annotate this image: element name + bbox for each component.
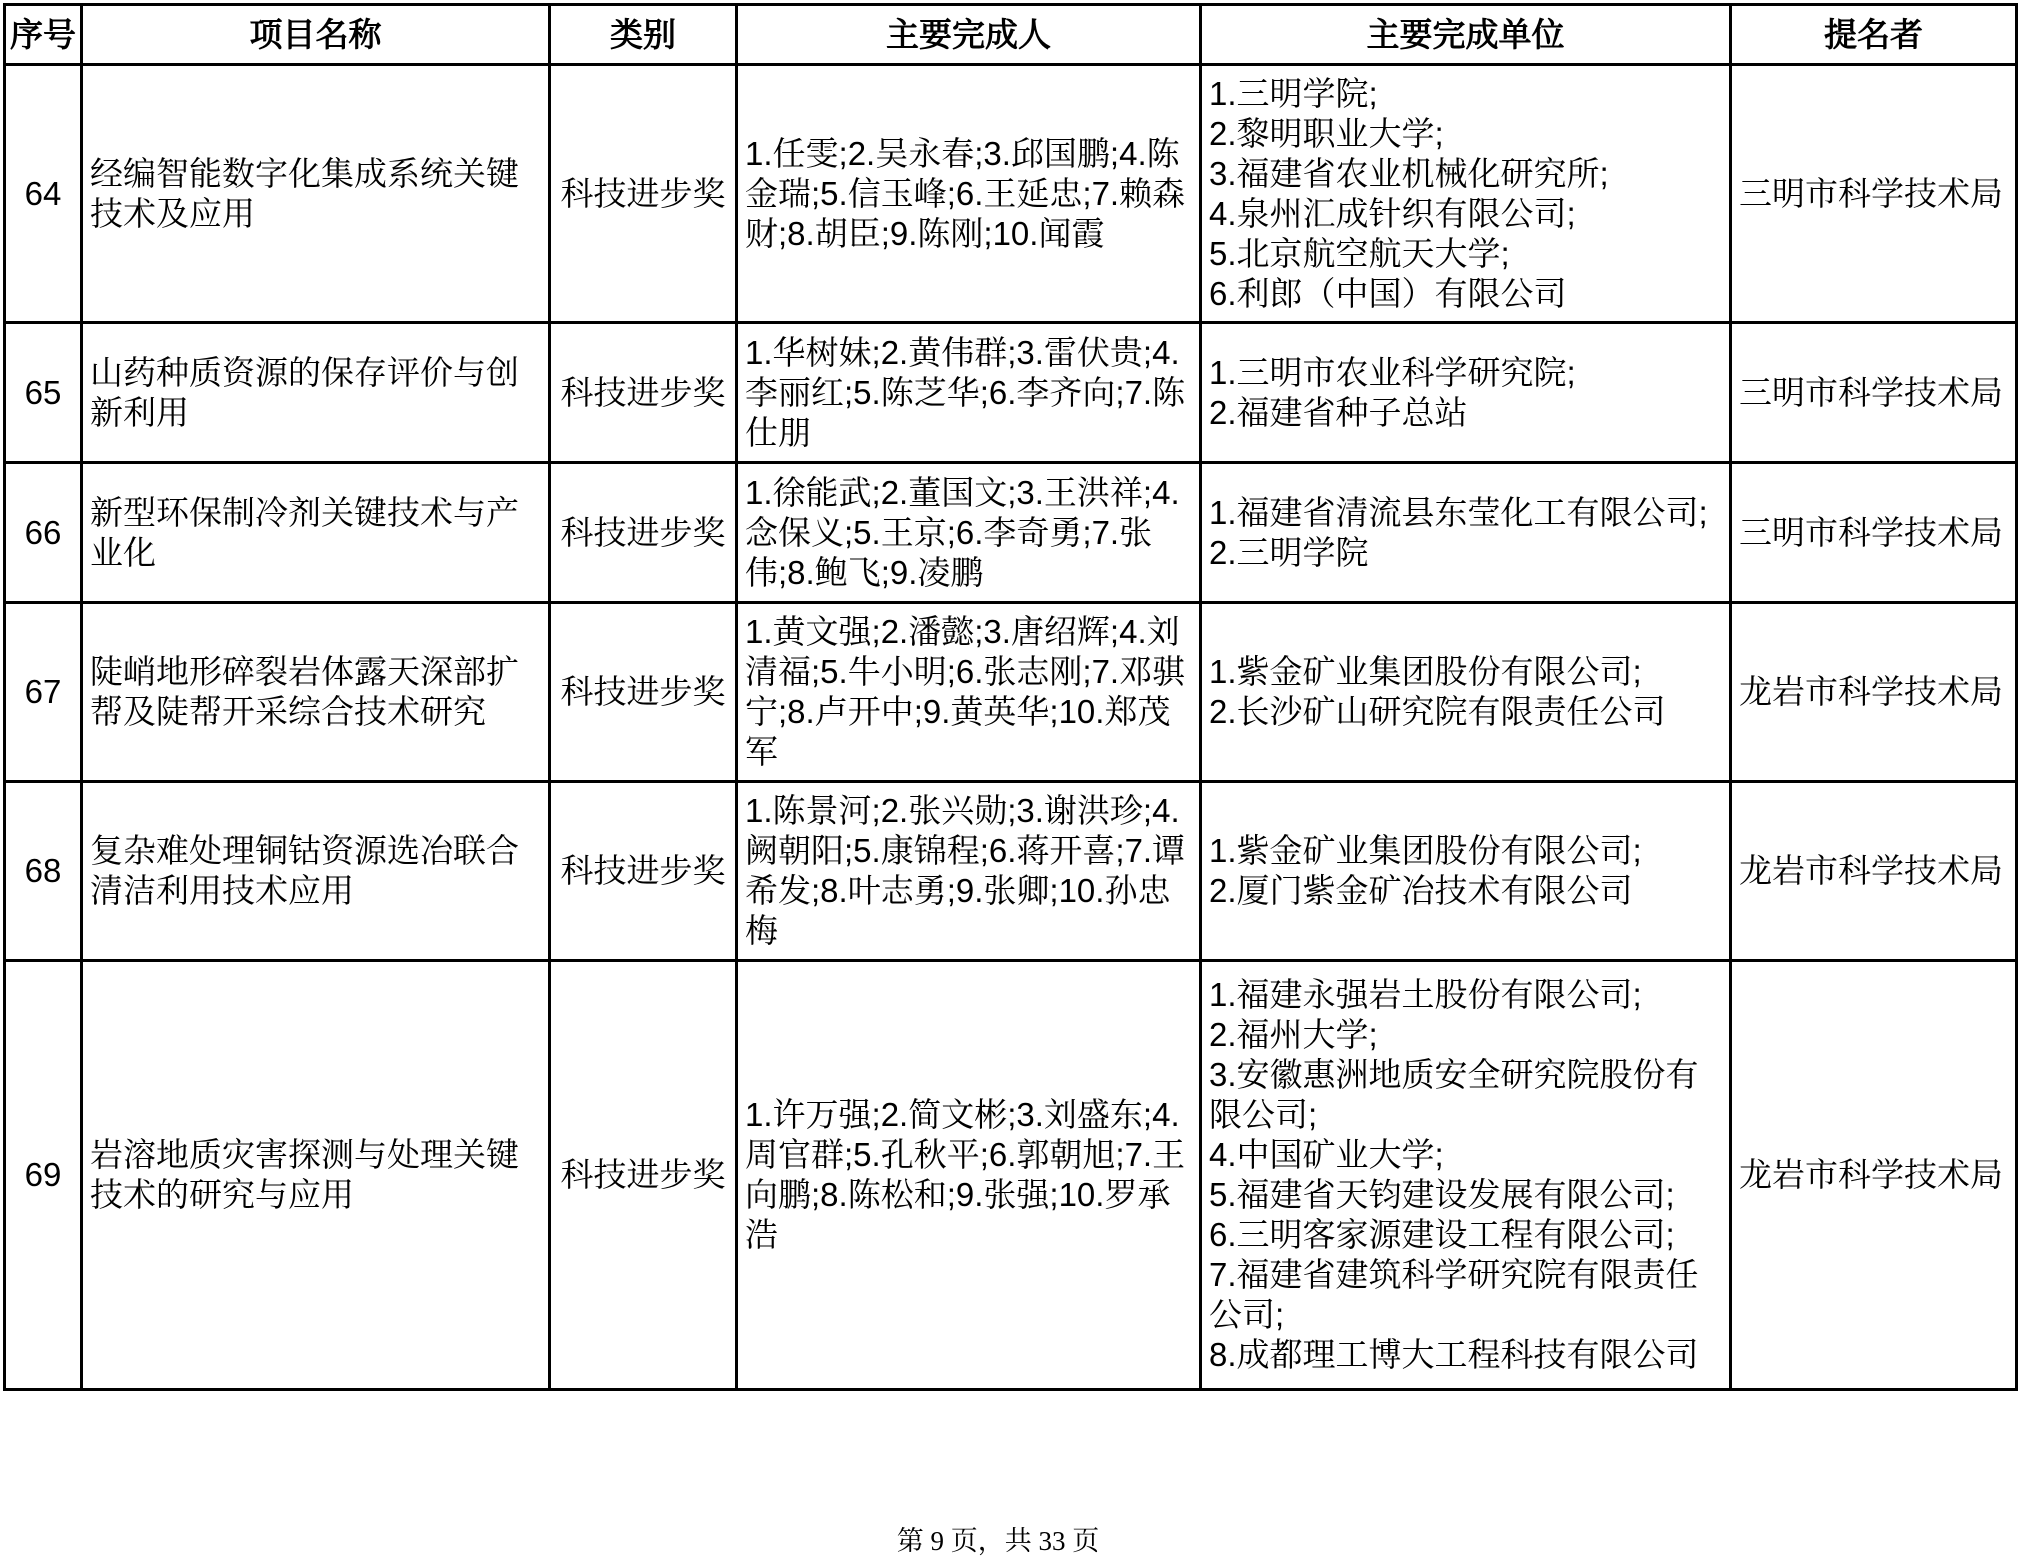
project-name-cell: 复杂难处理铜钴资源选冶联合清洁利用技术应用: [82, 782, 550, 961]
main-units-cell: [1201, 961, 1731, 1390]
unit-item: 7.福建省建筑科学研究院有限责任公司;: [1209, 1256, 1699, 1333]
main-completers-cell: 1.华树妹;2.黄伟群;3.雷伏贵;4.李丽红;5.陈芝华;6.李齐向;7.陈仕朋: [737, 323, 1201, 463]
category-cell: 科技进步奖: [550, 603, 737, 782]
nominator-cell: 三明市科学技术局: [1731, 65, 2017, 323]
nominator-cell: 龙岩市科学技术局: [1731, 603, 2017, 782]
category-cell: 科技进步奖: [550, 323, 737, 463]
unit-item: 4.泉州汇成针织有限公司;: [1209, 194, 1576, 232]
main-units-cell: [1201, 463, 1731, 603]
unit-item: 3.福建省农业机械化研究所;: [1209, 154, 1609, 192]
unit-item: 1.紫金矿业集团股份有限公司;: [1209, 653, 1642, 690]
unit-item: 2.福建省种子总站: [1209, 393, 1468, 431]
nominator-cell: 三明市科学技术局: [1731, 323, 2017, 463]
main-units-cell: [1201, 782, 1731, 961]
project-name-cell: 岩溶地质灾害探测与处理关键技术的研究与应用: [82, 961, 550, 1390]
header-index: 序号: [5, 5, 82, 65]
index-cell: 64: [5, 65, 82, 323]
main-units-cell: [1201, 603, 1731, 782]
unit-item: 2.黎明职业大学;: [1209, 114, 1444, 152]
main-completers-cell: 1.许万强;2.简文彬;3.刘盛东;4.周官群;5.孔秋平;6.郭朝旭;7.王向鹏;8.陈松和;9.张强;10.罗承浩: [737, 961, 1201, 1390]
table-row: [5, 65, 2017, 323]
nominator-cell: 龙岩市科学技术局: [1731, 961, 2017, 1390]
unit-item: 6.三明客家源建设工程有限公司;: [1209, 1216, 1675, 1253]
unit-item: 8.成都理工博大工程科技有限公司: [1209, 1336, 1699, 1373]
unit-item: 3.安徽惠洲地质安全研究院股份有限公司;: [1209, 1056, 1699, 1133]
project-name-cell: 山药种质资源的保存评价与创新利用: [82, 323, 550, 463]
main-completers-cell: 1.黄文强;2.潘懿;3.唐绍辉;4.刘清福;5.牛小明;6.张志刚;7.邓骐宁;8.卢开中;9.黄英华;10.郑茂军: [737, 603, 1201, 782]
main-units-cell: [1201, 65, 1731, 323]
nominator-cell: 三明市科学技术局: [1731, 463, 2017, 603]
project-name-cell: 经编智能数字化集成系统关键技术及应用: [82, 65, 550, 323]
index-cell: 69: [5, 961, 82, 1390]
page-footer: 第 9 页，共 33 页: [896, 1526, 1100, 1556]
table-row: [5, 961, 2017, 1390]
unit-item: 5.福建省天钧建设发展有限公司;: [1209, 1176, 1675, 1213]
unit-item: 1.紫金矿业集团股份有限公司;: [1209, 832, 1642, 869]
nominator-cell: 龙岩市科学技术局: [1731, 782, 2017, 961]
table-row: [5, 603, 2017, 782]
header-main-completers: 主要完成人: [737, 5, 1201, 65]
header-project-name: 项目名称: [82, 5, 550, 65]
unit-item: 1.福建永强岩土股份有限公司;: [1209, 976, 1642, 1013]
category-cell: 科技进步奖: [550, 782, 737, 961]
unit-item: 5.北京航空航天大学;: [1209, 234, 1510, 272]
index-cell: 67: [5, 603, 82, 782]
unit-item: 1.三明学院;: [1209, 74, 1378, 112]
header-row: [5, 5, 2017, 65]
unit-item: 4.中国矿业大学;: [1209, 1136, 1444, 1173]
main-units-cell: [1201, 323, 1731, 463]
table-row: [5, 463, 2017, 603]
main-completers-cell: 1.任雯;2.吴永春;3.邱国鹏;4.陈金瑞;5.信玉峰;6.王延忠;7.赖森财;8.胡臣;9.陈刚;10.闻霞: [737, 65, 1201, 323]
unit-item: 2.长沙矿山研究院有限责任公司: [1209, 693, 1666, 730]
index-cell: 65: [5, 323, 82, 463]
category-cell: 科技进步奖: [550, 961, 737, 1390]
table-row: [5, 782, 2017, 961]
index-cell: 68: [5, 782, 82, 961]
header-main-units: 主要完成单位: [1201, 5, 1731, 65]
main-completers-cell: 1.徐能武;2.董国文;3.王洪祥;4.念保义;5.王京;6.李奇勇;7.张伟;8.鲍飞;9.凌鹏: [737, 463, 1201, 603]
unit-item: 2.厦门紫金矿冶技术有限公司: [1209, 872, 1633, 909]
unit-item: 1.福建省清流县东莹化工有限公司;: [1209, 493, 1708, 531]
header-category: 类别: [550, 5, 737, 65]
project-name-cell: 陡峭地形碎裂岩体露天深部扩帮及陡帮开采综合技术研究: [82, 603, 550, 782]
awards-table: [3, 3, 2018, 1391]
project-name-cell: 新型环保制冷剂关键技术与产业化: [82, 463, 550, 603]
main-completers-cell: 1.陈景河;2.张兴勋;3.谢洪珍;4.阙朝阳;5.康锦程;6.蒋开喜;7.谭希发;8.叶志勇;9.张卿;10.孙忠梅: [737, 782, 1201, 961]
unit-item: 2.三明学院: [1209, 533, 1369, 571]
table-row: [5, 323, 2017, 463]
unit-item: 2.福州大学;: [1209, 1016, 1378, 1053]
unit-item: 6.利郎（中国）有限公司: [1209, 274, 1567, 312]
category-cell: 科技进步奖: [550, 463, 737, 603]
unit-item: 1.三明市农业科学研究院;: [1209, 353, 1576, 391]
category-cell: 科技进步奖: [550, 65, 737, 323]
index-cell: 66: [5, 463, 82, 603]
header-nominator: 提名者: [1731, 5, 2017, 65]
